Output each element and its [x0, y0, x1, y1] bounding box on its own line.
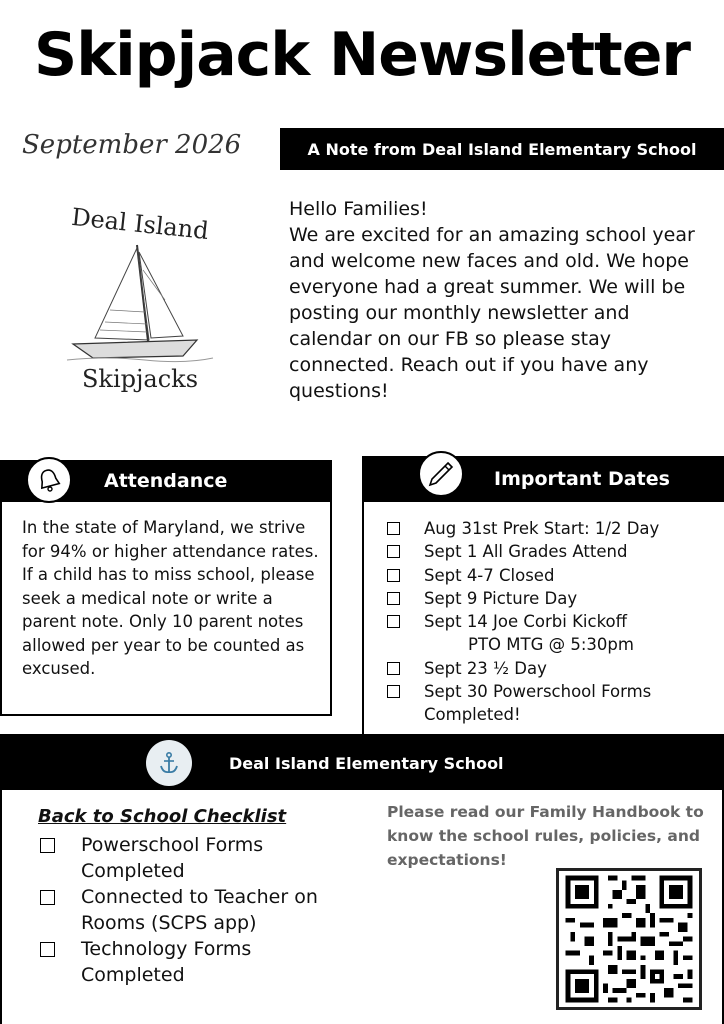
pencil-icon	[418, 451, 464, 497]
school-heading: Deal Island Elementary School	[0, 736, 724, 790]
list-item: Sept 1 All Grades Attend	[387, 540, 717, 563]
intro-body: We are excited for an amazing school year and welcome new faces and old. We hope everyone had a great summer. We will be posting our monthly newsletter and calendar on our FB so please stay connected. Reach out if you have any questions!	[289, 224, 695, 402]
checkbox-icon	[387, 662, 400, 675]
newsletter-title: Skipjack Newsletter	[34, 20, 690, 90]
checkbox-icon	[387, 685, 400, 698]
list-item: Sept 14 Joe Corbi Kickoff	[387, 610, 717, 633]
checkbox-icon	[40, 942, 55, 957]
list-item: Powerschool Forms Completed	[40, 832, 360, 884]
logo-top-text: Deal Island	[70, 202, 210, 246]
attendance-heading: Attendance	[0, 460, 332, 502]
intro-greeting: Hello Families!	[289, 198, 428, 220]
important-dates-heading: Important Dates	[362, 456, 724, 502]
checkbox-icon	[387, 592, 400, 605]
handbook-note: Please read our Family Handbook to know the school rules, policies, and expectations!	[387, 803, 704, 869]
list-item: Sept 4-7 Closed	[387, 564, 717, 587]
newsletter-date: September 2026	[22, 130, 242, 160]
checklist-title: Back to School Checklist	[38, 806, 287, 827]
bell-icon	[26, 457, 72, 503]
list-item: Aug 31st Prek Start: 1/2 Day	[387, 517, 717, 540]
checkbox-icon	[387, 545, 400, 558]
note-bar: A Note from Deal Island Elementary School	[280, 128, 724, 170]
list-item: Sept 9 Picture Day	[387, 587, 717, 610]
qr-code-icon	[556, 868, 702, 1010]
list-item: Technology Forms Completed	[40, 936, 360, 988]
list-item: Sept 30 Powerschool Forms Completed!	[387, 680, 717, 727]
list-item: Connected to Teacher on Rooms (SCPS app)	[40, 884, 360, 936]
sailboat-icon	[65, 240, 215, 365]
list-item: PTO MTG @ 5:30pm	[468, 635, 634, 655]
important-dates-list	[387, 517, 717, 727]
anchor-icon	[146, 740, 192, 786]
school-logo	[60, 202, 220, 400]
checkbox-icon	[387, 569, 400, 582]
list-item: Sept 23 ½ Day	[387, 657, 717, 680]
intro-message	[289, 196, 709, 404]
checkbox-icon	[387, 615, 400, 628]
attendance-text: In the state of Maryland, we strive for 94% or higher attendance rates. If a child has to miss school, please seek a medical note or write a parent note. Only 10 parent notes allowed per year to be counted as excused.	[22, 518, 319, 678]
checkbox-icon	[40, 838, 55, 853]
back-to-school-checklist	[40, 832, 360, 988]
checkbox-icon	[387, 522, 400, 535]
checkbox-icon	[40, 890, 55, 905]
logo-bottom-text: Skipjacks	[81, 365, 199, 393]
